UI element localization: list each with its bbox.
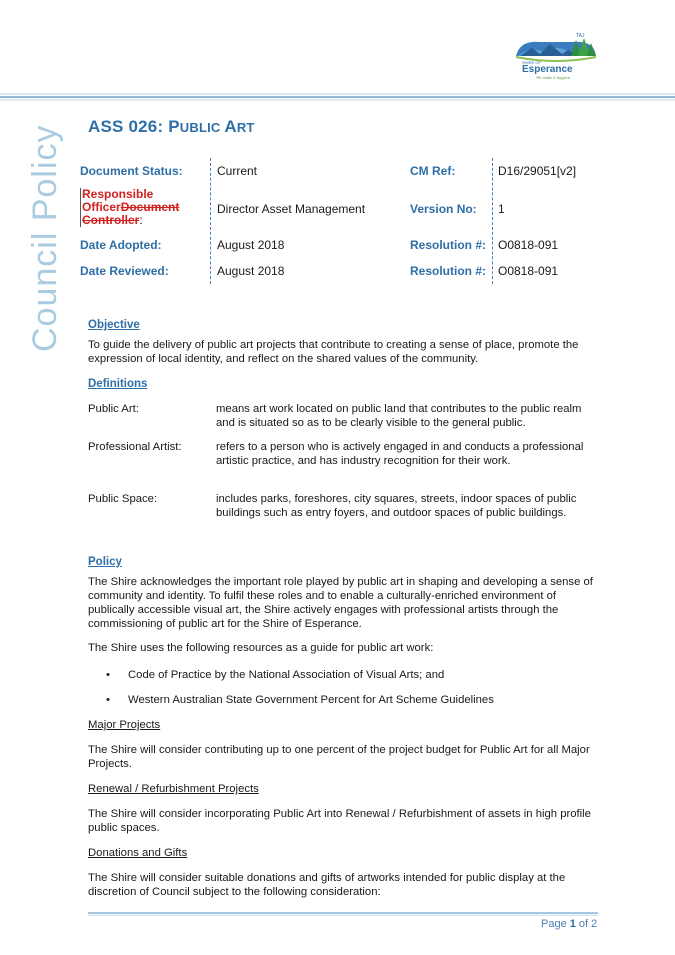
definition-body: includes parks, foreshores, city squares, streets, indoor spaces of public buildings such as entry foyers, and outdoor spaces of public buildings. [216, 493, 577, 519]
side-title-council-policy: Council Policy [26, 124, 64, 352]
page-mid: of [575, 918, 592, 930]
resolution-value: O0818-091 [498, 238, 559, 252]
renewal-heading: Renewal / Refurbishment Projects [88, 783, 259, 795]
resolution-value: O0818-091 [498, 264, 559, 278]
policy-paragraph: The Shire acknowledges the important role played by public art in shaping and developing a sense of community and identity. To fulfil these roles and to enable a culturally-enriched environment of publically accessible visual art, the Shire actively engages with professional artists through the commissioning of public art for the Shire of Esperance. [88, 576, 593, 630]
column-divider [210, 158, 211, 284]
title-p: P [168, 117, 180, 136]
page-current: 1 [569, 918, 576, 930]
definition-body: means art work located on public land that contributes to the public realm and is situated so as to be clearly visible to the general public. [216, 403, 582, 429]
resp-document-deleted: Document [120, 200, 180, 214]
donations-text: The Shire will consider suitable donations and gifts of artworks intended for public display at the discretion of Council subject to the following consideration: [88, 872, 566, 898]
document-title [88, 117, 255, 137]
header-rule [0, 92, 675, 102]
logo-tagline: We make it happen [536, 75, 570, 80]
column-divider [492, 158, 493, 284]
date-adopted-label: Date Adopted: [80, 238, 162, 252]
title-rt: RT [236, 120, 255, 135]
renewal-text: The Shire will consider incorporating Public Art into Renewal / Refurbishment of assets in high profile public spaces. [88, 808, 591, 834]
objective-heading: Objective [88, 319, 140, 331]
donations-heading: Donations and Gifts [88, 847, 188, 859]
title-a: A [224, 117, 237, 136]
policy-paragraph: The Shire uses the following resources as a guide for public art work: [88, 642, 434, 654]
version-label: Version No: [410, 202, 477, 216]
list-item: Western Australian State Government Percent for Art Scheme Guidelines [128, 694, 494, 706]
major-projects-text: The Shire will consider contributing up to one percent of the project budget for Public Art for all Major Projects. [88, 744, 590, 770]
page-prefix: Page [541, 918, 570, 930]
responsible-officer-value: Director Asset Management [217, 202, 366, 216]
bullet-marker: • [106, 694, 110, 706]
date-adopted-value: August 2018 [217, 238, 285, 252]
title-ublic: UBLIC [179, 120, 225, 135]
responsible-officer-label [80, 188, 179, 227]
policy-code: ASS 026: [88, 117, 164, 136]
page-number [541, 918, 597, 930]
resolution-label: Resolution #: [410, 264, 487, 278]
version-value: 1 [498, 202, 505, 216]
logo-name: Esperance [522, 64, 573, 75]
definition-term: Public Space: [88, 493, 158, 505]
shire-logo [510, 30, 602, 82]
list-item: Code of Practice by the National Association of Visual Arts; and [128, 669, 445, 681]
major-projects-heading: Major Projects [88, 719, 161, 731]
date-reviewed-value: August 2018 [217, 264, 285, 278]
resp-line-1: Responsible [82, 187, 154, 201]
definition-body: refers to a person who is actively engaged in and conducts a professional artistic practice, and has industry recognition for their work. [216, 441, 584, 467]
status-label: Document Status: [80, 164, 183, 178]
resp-officer: Officer [82, 200, 121, 214]
bullet-marker: • [106, 669, 110, 681]
page-total: 2 [591, 918, 598, 930]
resolution-label: Resolution #: [410, 238, 487, 252]
cm-ref-value: D16/29051[v2] [498, 164, 577, 178]
resp-controller-deleted: Controller [82, 213, 140, 227]
date-reviewed-label: Date Reviewed: [80, 264, 169, 278]
policy-heading: Policy [88, 556, 122, 568]
status-value: Current [217, 164, 258, 178]
logo-small-text: TAJ [576, 33, 585, 39]
definition-term: Professional Artist: [88, 441, 182, 453]
definition-term: Public Art: [88, 403, 139, 415]
resp-colon: : [139, 213, 143, 227]
cm-ref-label: CM Ref: [410, 164, 456, 178]
definitions-heading: Definitions [88, 378, 148, 390]
logo-shire: SHIRE OF [522, 60, 541, 65]
objective-text: To guide the delivery of public art projects that contribute to creating a sense of place, promote the expression of local identity, and reflect on the shared values of the community. [88, 339, 579, 365]
footer-rule [88, 912, 598, 916]
